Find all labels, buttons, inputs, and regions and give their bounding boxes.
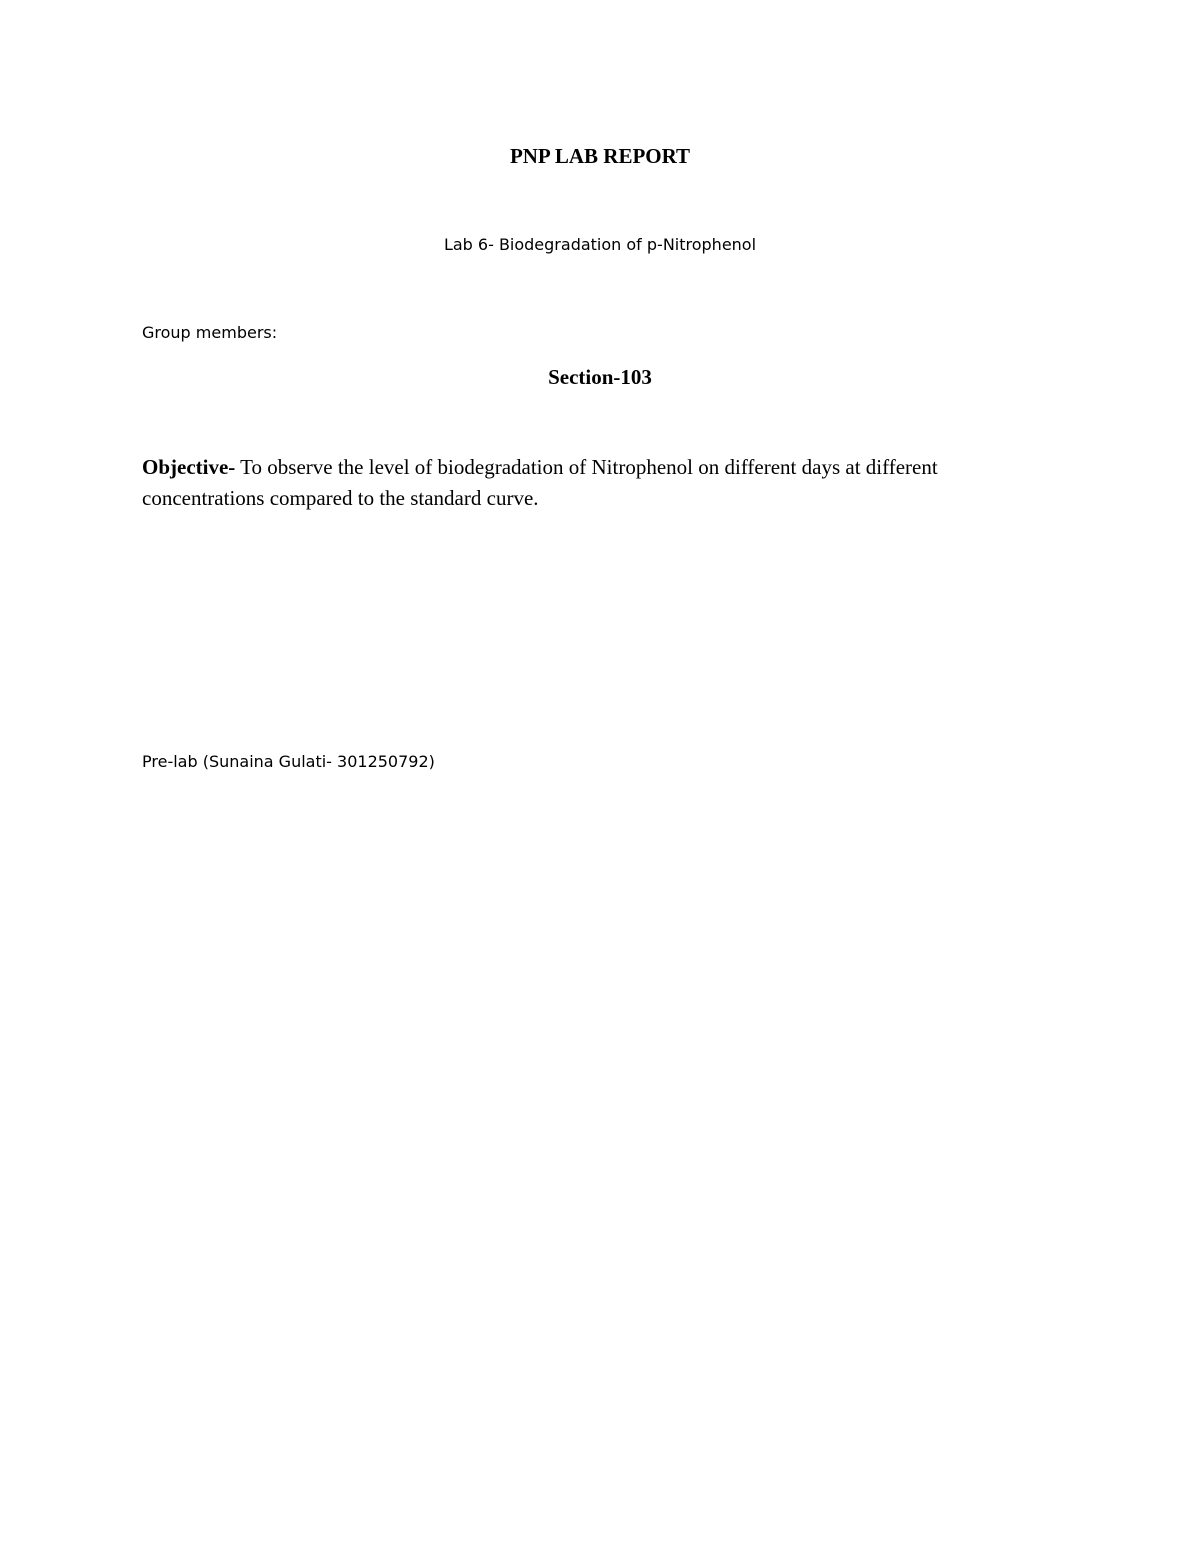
prelab-line: Pre-lab (Sunaina Gulati- 301250792) (142, 752, 435, 771)
objective-label: Objective- (142, 455, 236, 479)
group-members-label: Group members: (142, 323, 278, 342)
objective-paragraph (142, 452, 1052, 514)
report-title: PNP LAB REPORT (509, 144, 691, 168)
section-heading: Section-103 (548, 365, 652, 389)
lab-subtitle: Lab 6- Biodegradation of p-Nitrophenol (443, 235, 757, 254)
objective-text: To observe the level of biodegradation of Nitrophenol on different days at different concentrations compared to the standard curve. (142, 455, 938, 510)
